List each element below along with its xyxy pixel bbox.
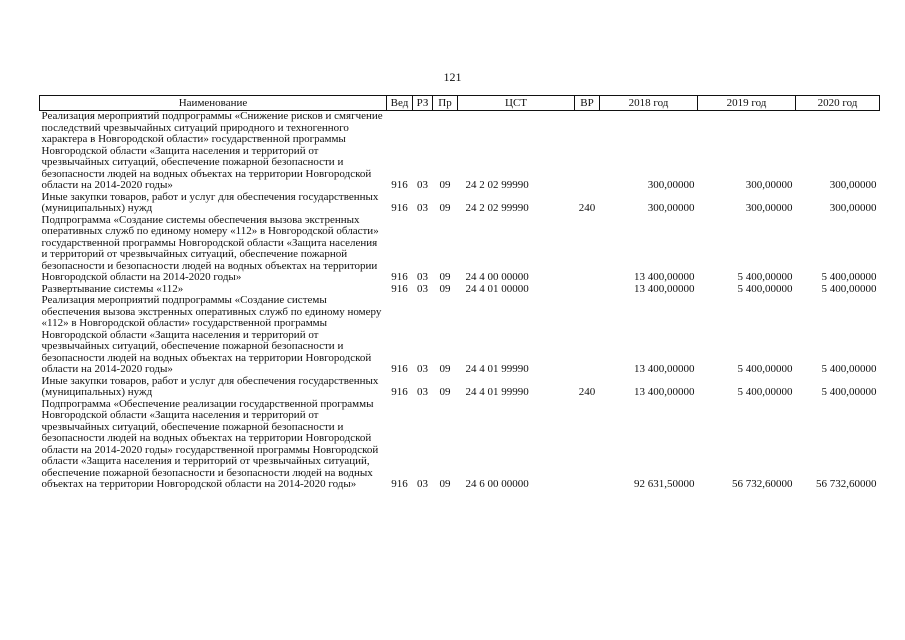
row-name: Подпрограмма «Обеспечение реализации государственной программы Новгородской области «Защита населения и территорий от чрезвычайных ситуаций, обеспечение пожарной безопасности и безопасности людей на водных объектах на территории Новгородской области на 2014-2020 годы» государственной программы Новгородской области «Защита населения и территорий от чрезвычайных ситуаций, обеспечение пожарной безопасности и безопасности людей на водных объектах на территории Новгородской области на 2014-2020 годы» xyxy=(41,397,379,490)
row-2019: 56 732,60000 xyxy=(732,478,793,490)
row-vr xyxy=(575,284,600,296)
table-row xyxy=(40,215,880,284)
row-2018: 300,00000 xyxy=(647,179,695,191)
header-pr: Пр xyxy=(433,96,458,111)
row-ved: 916 xyxy=(391,271,408,283)
row-pr: 09 xyxy=(439,478,451,490)
row-2020: 5 400,00000 xyxy=(821,363,877,375)
header-cst: ЦСТ xyxy=(458,96,575,111)
row-name: Реализация мероприятий подпрограммы «Создание системы обеспечения вызова экстренных оперативных служб по единому номеру «112» в Новгородской области» государственной программы Новгородской области «Защита населения и территорий от чрезвычайных ситуаций, обеспечение пожарной безопасности и безопасности людей на водных объектах на территории Новгородской области на 2014-2020 годы» xyxy=(41,294,382,375)
row-pr: 09 xyxy=(439,386,451,398)
row-name: Иные закупки товаров, работ и услуг для обеспечения государственных (муниципальных) нужд xyxy=(41,374,379,398)
row-cst: 24 4 01 99990 xyxy=(465,363,529,375)
header-2020: 2020 год xyxy=(796,96,880,111)
budget-table xyxy=(39,95,880,491)
row-rz: 03 xyxy=(417,478,428,490)
table-row xyxy=(40,399,880,491)
row-pr: 09 xyxy=(439,271,451,283)
row-2020: 300,00000 xyxy=(829,202,877,214)
row-2020: 5 400,00000 xyxy=(821,386,877,398)
row-cst: 24 4 01 99990 xyxy=(465,386,529,398)
table-header-row xyxy=(40,96,880,111)
header-vr: ВР xyxy=(575,96,600,111)
row-name: Подпрограмма «Создание системы обеспечения вызова экстренных оперативных служб по единому номеру «112» в Новгородской области» государственной программы Новгородской области «Защита населения и территорий от чрезвычайных ситуаций, обеспечение пожарной безопасности и безопасности людей на водных объектах на территории Новгородской области на 2014-2020 годы» xyxy=(41,213,379,283)
row-rz: 03 xyxy=(417,386,428,398)
row-2018: 13 400,00000 xyxy=(634,271,695,283)
header-2019: 2019 год xyxy=(698,96,796,111)
row-2020: 5 400,00000 xyxy=(821,282,877,295)
row-2019: 300,00000 xyxy=(745,202,793,214)
row-ved: 916 xyxy=(391,202,408,214)
row-2018: 13 400,00000 xyxy=(634,363,695,375)
row-cst: 24 2 02 99990 xyxy=(465,179,529,191)
row-pr: 09 xyxy=(439,363,451,375)
row-cst: 24 2 02 99990 xyxy=(465,202,529,214)
row-vr xyxy=(575,295,600,376)
row-rz: 03 xyxy=(417,363,428,375)
row-2019: 5 400,00000 xyxy=(737,282,793,295)
row-2018: 300,00000 xyxy=(647,202,695,214)
row-cst: 24 6 00 00000 xyxy=(465,478,529,490)
row-pr: 09 xyxy=(439,282,451,295)
row-pr: 09 xyxy=(439,179,451,191)
row-2019: 5 400,00000 xyxy=(737,271,793,283)
row-vr: 240 xyxy=(578,386,596,398)
row-ved: 916 xyxy=(391,179,408,191)
row-2019: 5 400,00000 xyxy=(737,386,793,398)
row-name: Развертывание системы «112» xyxy=(41,282,184,295)
row-name: Реализация мероприятий подпрограммы «Снижение рисков и смягчение последствий чрезвычайных ситуаций природного и техногенного характера в Новгородской области» государственной программы Новгородской области «Защита населения и территорий от чрезвычайных ситуаций, обеспечение пожарной безопасности и безопасности людей на водных объектах на территории Новгородской области на 2014-2020 годы» xyxy=(41,110,383,191)
row-2020: 5 400,00000 xyxy=(821,271,877,283)
row-ved: 916 xyxy=(391,478,408,490)
row-rz: 03 xyxy=(417,202,428,214)
row-pr: 09 xyxy=(439,202,451,214)
row-2019: 5 400,00000 xyxy=(737,363,793,375)
header-2018: 2018 год xyxy=(600,96,698,111)
table-row xyxy=(40,111,880,192)
row-cst: 24 4 00 00000 xyxy=(465,271,529,283)
row-rz: 03 xyxy=(417,282,428,295)
row-2018: 13 400,00000 xyxy=(634,282,695,295)
page-number: 121 xyxy=(443,70,462,84)
header-ved: Вед xyxy=(387,96,413,111)
row-name: Иные закупки товаров, работ и услуг для обеспечения государственных (муниципальных) нужд xyxy=(41,190,379,214)
row-2020: 300,00000 xyxy=(829,179,877,191)
row-2018: 13 400,00000 xyxy=(634,386,695,398)
row-vr xyxy=(575,399,600,491)
row-ved: 916 xyxy=(391,386,408,398)
row-2020: 56 732,60000 xyxy=(816,478,877,490)
header-rz: РЗ xyxy=(413,96,433,111)
row-rz: 03 xyxy=(417,179,428,191)
row-cst: 24 4 01 00000 xyxy=(465,282,529,295)
row-vr: 240 xyxy=(578,202,596,214)
row-2019: 300,00000 xyxy=(745,179,793,191)
table-row xyxy=(40,192,880,215)
row-2018: 92 631,50000 xyxy=(634,478,695,490)
row-rz: 03 xyxy=(417,271,428,283)
table-row xyxy=(40,376,880,399)
table-row xyxy=(40,295,880,376)
row-ved: 916 xyxy=(391,282,408,295)
row-vr xyxy=(575,215,600,284)
row-vr xyxy=(575,111,600,192)
row-ved: 916 xyxy=(391,363,408,375)
header-name: Наименование xyxy=(40,96,387,111)
